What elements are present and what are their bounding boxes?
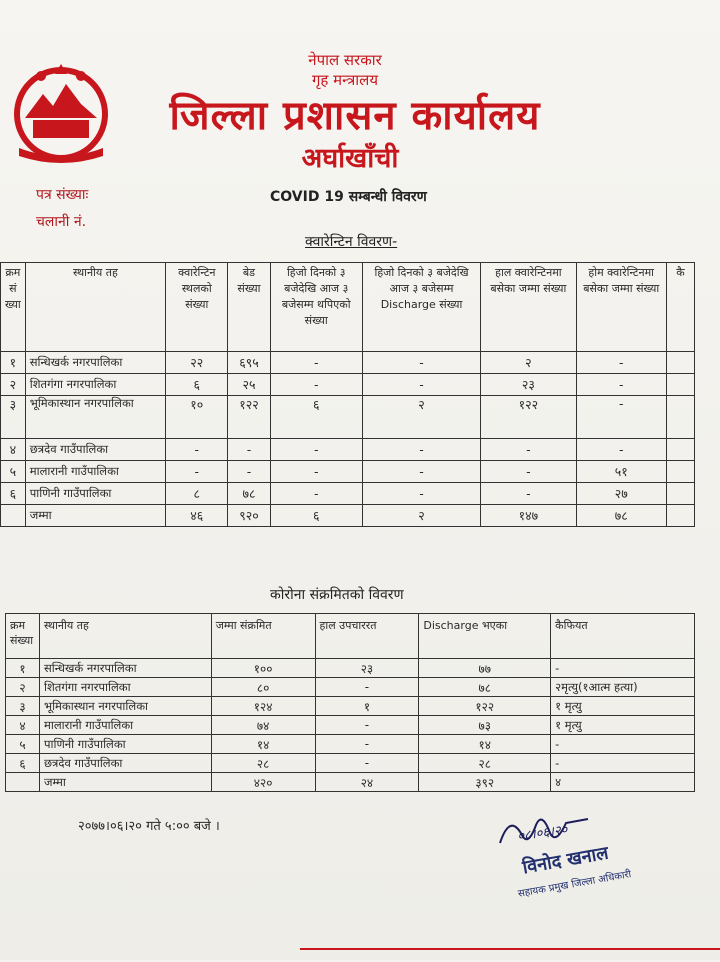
corona-section-title: कोरोना संक्रमितको विवरण	[270, 587, 404, 603]
column-header: स्थानीय तह	[25, 263, 165, 352]
table-cell: ५१	[576, 461, 666, 483]
table-cell	[666, 374, 694, 396]
table-cell: ७८	[419, 678, 551, 697]
table-cell: ४	[1, 439, 26, 461]
table-cell: १	[6, 659, 40, 678]
table-cell: ८०	[211, 678, 315, 697]
table-cell: २	[362, 396, 480, 439]
table-cell: -	[228, 439, 270, 461]
table-cell: ७८	[228, 483, 270, 505]
table-cell: ५	[6, 735, 40, 754]
table-cell: ६	[1, 483, 26, 505]
table-cell: -	[315, 754, 419, 773]
column-header: हिजो दिनको ३ बजेदेखि आज ३ बजेसम्म Discharge संख्या	[362, 263, 480, 352]
table-cell	[6, 773, 40, 792]
table-cell: १२२	[481, 396, 576, 439]
table-cell: २	[1, 374, 26, 396]
column-header: क्रम संख्या	[6, 614, 40, 659]
table-cell: जम्मा	[25, 505, 165, 527]
table-cell: १	[315, 697, 419, 716]
column-header: हाल क्वारेन्टिनमा बसेका जम्मा संख्या	[481, 263, 576, 352]
table-cell	[666, 483, 694, 505]
table-cell: १००	[211, 659, 315, 678]
table-cell: सन्धिखर्क नगरपालिका	[25, 352, 165, 374]
table-cell: २८	[419, 754, 551, 773]
table-row	[6, 735, 695, 754]
subject-line: COVID 19 सम्बन्धी विवरण	[270, 189, 427, 205]
table-cell: -	[270, 461, 362, 483]
table-cell: २	[481, 352, 576, 374]
table-cell: पाणिनी गाउँपालिका	[39, 735, 211, 754]
table-cell: ७८	[576, 505, 666, 527]
table-cell: १४	[211, 735, 315, 754]
table-cell: -	[576, 352, 666, 374]
table-row	[1, 352, 695, 374]
table-cell: ७७	[419, 659, 551, 678]
table-cell: २३	[481, 374, 576, 396]
table-cell: ६९५	[228, 352, 270, 374]
column-header: हाल उपचाररत	[315, 614, 419, 659]
table-header-row	[1, 263, 695, 352]
table-header-row	[6, 614, 695, 659]
table-cell: ६	[6, 754, 40, 773]
table-cell: ७३	[419, 716, 551, 735]
table-cell: -	[362, 374, 480, 396]
quarantine-section-title: क्वारेन्टिन विवरण-	[305, 234, 398, 250]
table-cell: ६	[166, 374, 228, 396]
table-cell: ६	[270, 505, 362, 527]
table-row	[1, 483, 695, 505]
table-cell: १०	[166, 396, 228, 439]
table-cell: भूमिकास्थान नगरपालिका	[25, 396, 165, 439]
table-cell: २३	[315, 659, 419, 678]
table-cell: -	[576, 396, 666, 439]
table-total-row	[6, 773, 695, 792]
table-cell: ३९२	[419, 773, 551, 792]
table-row	[1, 461, 695, 483]
government-line: नेपाल सरकार	[308, 51, 382, 69]
table-cell: -	[166, 461, 228, 483]
table-cell: ८	[166, 483, 228, 505]
table-cell: छत्रदेव गाउँपालिका	[39, 754, 211, 773]
table-cell: ४	[6, 716, 40, 735]
table-total-row	[1, 505, 695, 527]
report-dateline: २०७७।०६।२० गते ५:०० बजे ।	[78, 819, 220, 834]
table-cell: १	[1, 352, 26, 374]
signatory-name: विनोद खनाल	[520, 842, 610, 879]
table-cell: -	[362, 352, 480, 374]
table-cell: ३	[1, 396, 26, 439]
table-cell	[666, 439, 694, 461]
table-cell: ४२०	[211, 773, 315, 792]
table-cell: १४	[419, 735, 551, 754]
table-cell: २८	[211, 754, 315, 773]
table-cell: मालारानी गाउँपालिका	[39, 716, 211, 735]
table-cell: पाणिनी गाउँपालिका	[25, 483, 165, 505]
column-header: बेड संख्या	[228, 263, 270, 352]
table-cell: मालारानी गाउँपालिका	[25, 461, 165, 483]
table-cell: ४६	[166, 505, 228, 527]
column-header: होम क्वारेन्टिनमा बसेका जम्मा संख्या	[576, 263, 666, 352]
table-cell: २	[362, 505, 480, 527]
table-cell: -	[362, 461, 480, 483]
table-cell: -	[551, 735, 695, 754]
table-cell: २५	[228, 374, 270, 396]
table-cell: १ मृत्यु	[551, 716, 695, 735]
table-cell: -	[481, 439, 576, 461]
table-cell: -	[576, 439, 666, 461]
table-cell: -	[362, 483, 480, 505]
column-header: कै	[666, 263, 694, 352]
table-cell: जम्मा	[39, 773, 211, 792]
table-row	[6, 659, 695, 678]
table-row	[6, 678, 695, 697]
table-cell: १२२	[228, 396, 270, 439]
table-cell	[1, 505, 26, 527]
table-cell: -	[315, 716, 419, 735]
table-cell: ६	[270, 396, 362, 439]
table-cell: ५	[1, 461, 26, 483]
column-header: हिजो दिनको ३ बजेदेखि आज ३ बजेसम्म थपिएको संख्या	[270, 263, 362, 352]
table-cell: २४	[315, 773, 419, 792]
table-cell: -	[576, 374, 666, 396]
signatory-title: सहायक प्रमुख जिल्ला अधिकारी	[517, 869, 633, 900]
table-cell: ३	[6, 697, 40, 716]
table-row	[1, 374, 695, 396]
table-cell: २२	[166, 352, 228, 374]
table-cell: -	[481, 461, 576, 483]
quarantine-table	[0, 262, 695, 527]
table-row	[6, 716, 695, 735]
table-cell: १ मृत्यु	[551, 697, 695, 716]
table-cell	[666, 505, 694, 527]
table-cell: -	[315, 735, 419, 754]
letter-number-label: पत्र संख्याः	[36, 187, 89, 203]
table-row	[1, 439, 695, 461]
table-cell: -	[362, 439, 480, 461]
office-title: जिल्ला प्रशासन कार्यालय	[169, 93, 541, 139]
table-cell: २७	[576, 483, 666, 505]
table-cell: ४	[551, 773, 695, 792]
dispatch-number-label: चलानी नं.	[36, 214, 87, 230]
table-cell: -	[315, 678, 419, 697]
table-cell: -	[551, 659, 695, 678]
table-cell: २	[6, 678, 40, 697]
table-cell: -	[270, 439, 362, 461]
table-row	[6, 754, 695, 773]
table-cell: छत्रदेव गाउँपालिका	[25, 439, 165, 461]
table-cell: २मृत्यु(१आत्म हत्या)	[551, 678, 695, 697]
nepal-emblem-icon	[10, 56, 112, 166]
signature-date: ०८।०६।२०	[516, 822, 569, 845]
table-cell: -	[228, 461, 270, 483]
ministry-line: गृह मन्त्रालय	[311, 71, 379, 89]
column-header: Discharge भएका	[419, 614, 551, 659]
column-header: स्थानीय तह	[39, 614, 211, 659]
table-cell: सन्धिखर्क नगरपालिका	[39, 659, 211, 678]
table-cell: -	[166, 439, 228, 461]
table-cell: -	[270, 483, 362, 505]
column-header: क्रम सं ख्या	[1, 263, 26, 352]
table-cell: १२२	[419, 697, 551, 716]
table-cell: शितगंगा नगरपालिका	[25, 374, 165, 396]
table-cell: -	[481, 483, 576, 505]
table-cell	[666, 396, 694, 439]
table-cell	[666, 461, 694, 483]
district-name: अर्घाखाँची	[301, 143, 399, 174]
table-cell: १४७	[481, 505, 576, 527]
table-cell: शितगंगा नगरपालिका	[39, 678, 211, 697]
table-row	[6, 697, 695, 716]
table-cell: ९२०	[228, 505, 270, 527]
table-cell: -	[551, 754, 695, 773]
table-cell	[666, 352, 694, 374]
corona-table	[5, 613, 695, 792]
column-header: कैफियत	[551, 614, 695, 659]
table-cell: -	[270, 352, 362, 374]
column-header: जम्मा संक्रमित	[211, 614, 315, 659]
column-header: क्वारेन्टिन स्थलको संख्या	[166, 263, 228, 352]
table-cell: १२४	[211, 697, 315, 716]
table-cell: भूमिकास्थान नगरपालिका	[39, 697, 211, 716]
table-row	[1, 396, 695, 439]
table-cell: -	[270, 374, 362, 396]
table-cell: ७४	[211, 716, 315, 735]
